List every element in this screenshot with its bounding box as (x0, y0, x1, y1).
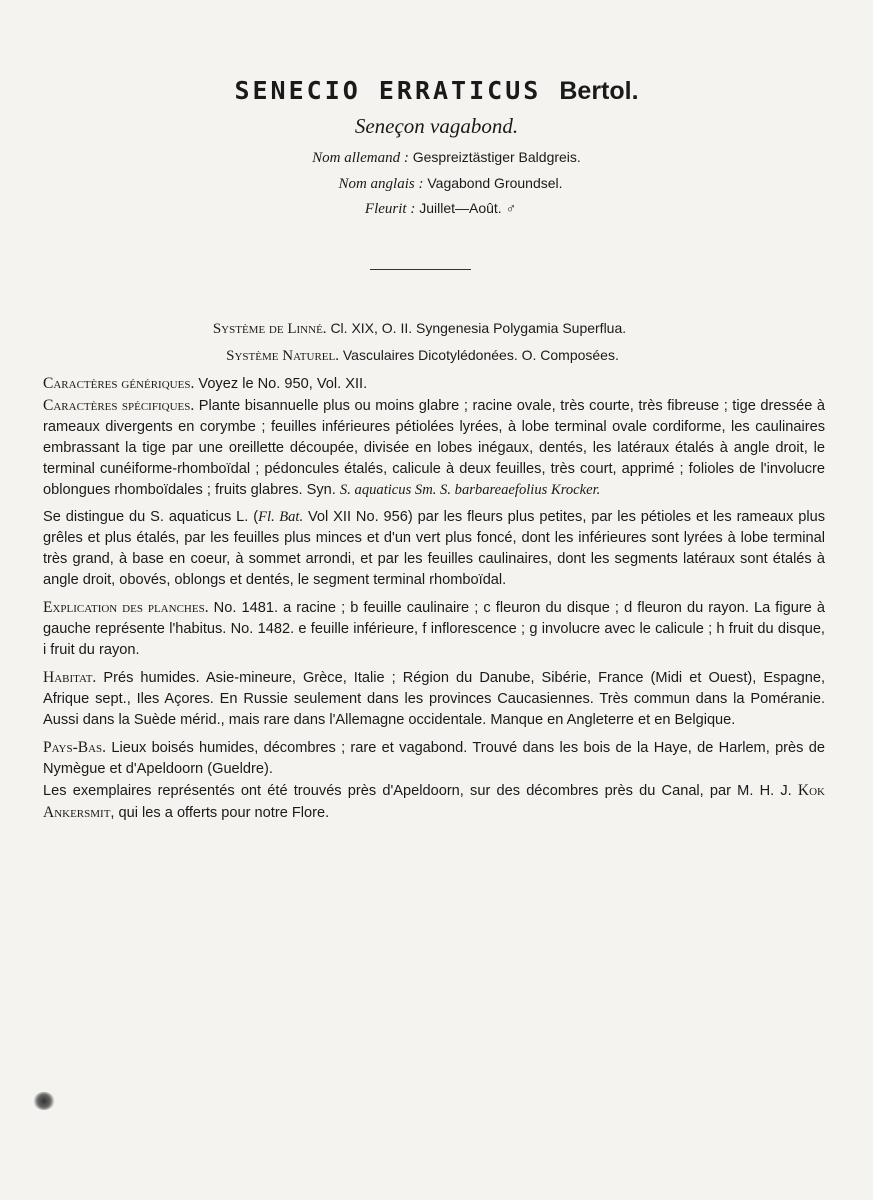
collector-name: Kok Ankersmit (43, 782, 825, 821)
flowering-label: Fleurit : (364, 201, 416, 217)
distinction-ref: Fl. Bat. (258, 509, 304, 525)
specific-text: Plante bisannuelle plus ou moins glabre ; racine ovale, très courte, très fibreuse ; tige dressée à rameaux divergents en corymbe ; feuilles inférieures pétiolées lyrées, à lobe terminal ovale cordiforme, les caulinaires embrassant la tige par une oreillette découpée, divisée en lobes inégaux, dentés, les latéraux étalés à angle droit, le terminal cunéiforme-rhomboïdal ; pédoncules étalés, calicule à deux feuilles, très court, apprimé ; folioles de l'involucre oblongues rhomboïdales ; fruits glabres. Syn. (43, 398, 825, 498)
ink-smudge (33, 1092, 55, 1110)
english-name: Vagabond Groundsel. (427, 175, 563, 191)
plates-text: No. 1481. a racine ; b feuille caulinaire ; c fleuron du disque ; d fleuron du rayon. La figure à gauche représente l'habitus. No. 1482. e feuille inférieure, f inflorescence ; g involucre avec le calicule ; h fruit du disque, i fruit du rayon. (43, 600, 825, 658)
description-body (43, 373, 825, 824)
english-label: Nom anglais : (338, 176, 424, 192)
flowering-line (4, 200, 873, 218)
species-author: Bertol. (559, 77, 639, 105)
paysbas-text: Lieux boisés humides, décombres ; rare et vagabond. Trouvé dans les bois de la Haye, de Harlem, près de Nymègue et d'Apeldoorn (Gueldre). (43, 740, 825, 777)
linne-label: Système de Linné. (212, 321, 327, 337)
linne-text: Cl. XIX, O. II. Syngenesia Polygamia Superflua. (330, 320, 627, 336)
english-name-line (14, 175, 873, 193)
specific-label: Caractères spécifiques. (43, 397, 195, 414)
habitat-paragraph (43, 667, 825, 731)
plates-label: Explication des planches. (43, 599, 209, 616)
flowering-period: Juillet—Août. (419, 200, 502, 216)
distinction-text-2: Vol XII No. 956) par les fleurs plus petites, par les pétioles et les rameaux plus grêles et plus étalés, par les feuilles plus minces et d'un vert plus foncé, dont les inférieures sont lyrées à lobe terminal très grand, à base en coeur, à sommet arrondi, et par les feuilles caulinaires, dont les segments latéraux sont étalés à angle droit, obovés, oblongs et dentés, le segment terminal rhomboïdal. (43, 509, 826, 588)
species-name: SENECIO ERRATICUS (234, 76, 542, 105)
exemplaires-text-2: , qui les a offerts pour notre Flore. (110, 805, 330, 821)
natural-system (0, 347, 859, 365)
generic-text: Voyez le No. 950, Vol. XII. (198, 376, 368, 392)
german-name: Gespreiztästiger Baldgreis. (412, 149, 581, 165)
exemplaires-paragraph (43, 780, 825, 824)
linne-system (0, 320, 856, 338)
natural-label: Système Naturel. (226, 348, 339, 364)
habitat-text: Prés humides. Asie-mineure, Grèce, Italie ; Région du Danube, Sibérie, France (Midi et Ouest), Espagne, Afrique sept., Iles Açores. En Russie seulement dans les provinces Caucasiennes. Très commun dans la Poméranie. Aussi dans la Suède mérid., mais rare dans l'Allemagne occidentale. Manque en Angleterre et en Belgique. (43, 670, 826, 728)
biennial-symbol-icon: ♂ (505, 200, 517, 216)
generic-label: Caractères génériques. (43, 375, 195, 392)
common-name: Seneçon vagabond. (354, 114, 519, 138)
distinction-paragraph (43, 507, 825, 591)
species-title (0, 76, 873, 106)
paysbas-label: Pays-Bas. (43, 739, 107, 756)
habitat-label: Habitat. (43, 669, 97, 686)
paysbas-paragraph (43, 737, 825, 780)
specific-characters (43, 395, 825, 501)
plates-paragraph (43, 597, 825, 661)
german-label: Nom allemand : (312, 150, 409, 166)
distinction-text-1: Se distingue du S. aquaticus L. ( (43, 509, 259, 525)
exemplaires-text: Les exemplaires représentés ont été trouvés près d'Apeldoorn, sur des décombres près du Canal, par M. H. J. (43, 783, 792, 799)
generic-characters (43, 373, 825, 395)
german-name-line (10, 149, 873, 167)
natural-text: Vasculaires Dicotylédonées. O. Composées. (342, 347, 619, 363)
divider (370, 269, 471, 270)
synonyms: S. aquaticus Sm. S. barbareaefolius Krocker. (339, 482, 601, 498)
